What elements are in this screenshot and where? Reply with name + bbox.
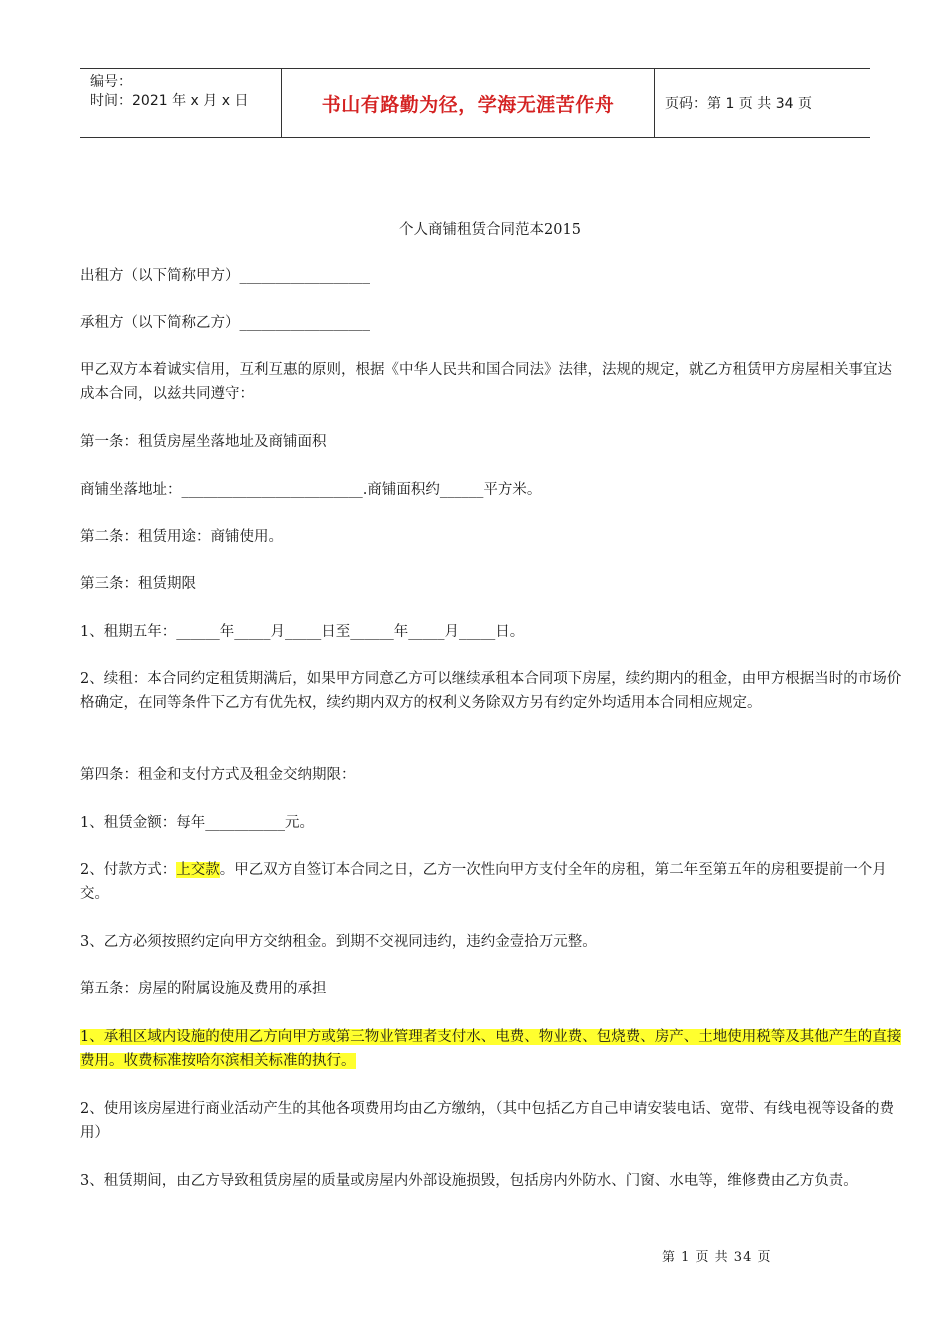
article5-fees: [80, 1025, 902, 1073]
lessor-line: 出租方（以下简称甲方）__________________: [80, 268, 370, 284]
document-header: [80, 68, 870, 138]
lessee-line: 承租方（以下简称乙方）__________________: [80, 315, 370, 331]
motto: 书山有路勤为径，学海无涯苦作舟: [321, 93, 615, 116]
article2: 第二条：租赁用途：商铺使用。: [80, 529, 283, 545]
payment-rest: 。甲乙双方自签订本合同之日，乙方一次性向甲方支付全年的房租，第二年至第五年的房租要提前一个月交。: [80, 862, 887, 902]
payment-prefix: 2、付款方式：: [80, 862, 177, 878]
intro-paragraph: [80, 358, 902, 406]
page-footer: 第 1 页 共 34 页: [662, 1250, 772, 1265]
header-page-info: 页码：第 1 页 共 34 页: [665, 96, 812, 112]
article1-title: 第一条：租赁房屋坐落地址及商铺面积: [80, 434, 327, 450]
header-motto-cell: [282, 69, 655, 137]
article3-title: 第三条：租赁期限: [80, 576, 196, 592]
article5-other-fees: 2、使用该房屋进行商业活动产生的其他各项费用均由乙方缴纳，（其中包括乙方自己申请安装电话、宽带、有线电视等设备的费用）: [80, 1101, 894, 1141]
article3-term: 1、租期五年：______年_____月_____日至______年_____月_____日。: [80, 624, 525, 640]
article4-penalty: 3、乙方必须按照约定向甲方交纳租金。到期不交视同违约，违约金壹拾万元整。: [80, 934, 597, 950]
document-title: 个人商铺租赁合同范本2015: [399, 222, 581, 238]
payment-highlight: 上交款: [176, 862, 220, 878]
number-label: 编号：: [90, 74, 132, 90]
article5-fees-text: 1、承租区域内设施的使用乙方向甲方或第三物业管理者支付水、电费、物业费、包烧费、房产、土地使用税等及其他产生的直接费用。收费标准按哈尔滨相关标准的执行。: [80, 1029, 902, 1069]
article3-renewal: 2、续租：本合同约定租赁期满后，如果甲方同意乙方可以继续承租本合同项下房屋，续约期内的租金，由甲方根据当时的市场价格确定，在同等条件下乙方有优先权，续约期内双方的权利义务除双方另有约定外均适用本合同相应规定。: [80, 671, 902, 711]
article4-title: 第四条：租金和支付方式及租金交纳期限：: [80, 767, 356, 783]
intro-text: 甲乙双方本着诚实信用，互利互惠的原则，根据《中华人民共和国合同法》法律，法规的规定，就乙方租赁甲方房屋相关事宜达成本合同，以兹共同遵守：: [80, 362, 892, 402]
article4-amount: 1、租赁金额：每年___________元。: [80, 815, 314, 831]
article5-repairs: 3、租赁期间，由乙方导致租赁房屋的质量或房屋内外部设施损毁，包括房内外防水、门窗、水电等，维修费由乙方负责。: [80, 1173, 858, 1189]
article4-payment: [80, 858, 902, 906]
article1-address: 商铺坐落地址：_________________________.商铺面积约______平方米。: [80, 482, 542, 498]
date-label: 时间：2021 年 x 月 x 日: [90, 93, 249, 109]
header-page-cell: [655, 69, 870, 137]
header-meta: [80, 69, 282, 137]
article5-title: 第五条：房屋的附属设施及费用的承担: [80, 981, 327, 997]
